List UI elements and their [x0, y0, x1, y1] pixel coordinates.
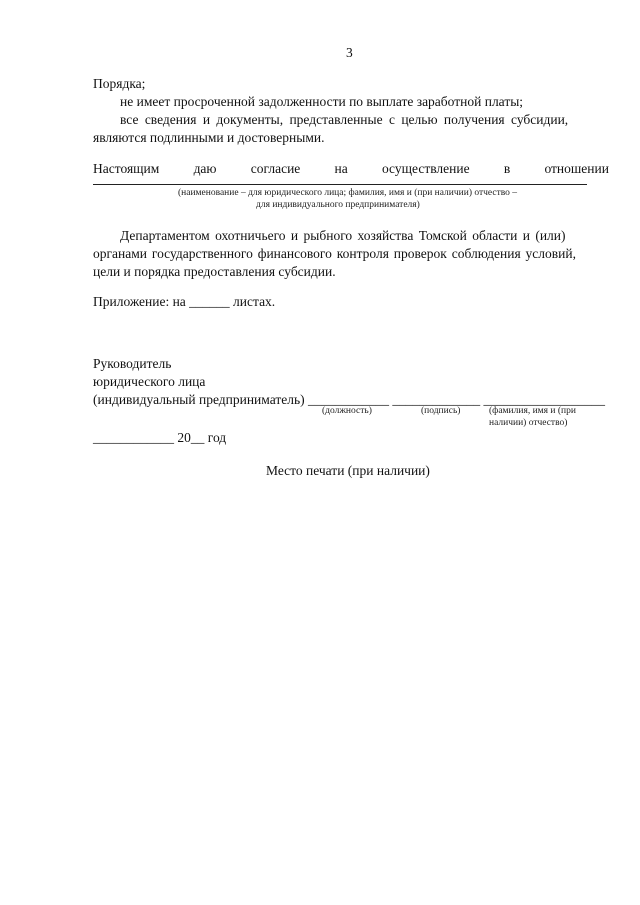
field-hint-signature: (подпись)	[421, 406, 461, 416]
stamp-place: Место печати (при наличии)	[266, 463, 430, 478]
text-line	[93, 245, 609, 263]
consent-line	[93, 160, 609, 178]
date-line: ____________ 20__ год	[93, 430, 227, 445]
signatory-title: юридического лица	[93, 374, 206, 389]
text-line: цели и порядка предоставления субсидии.	[93, 264, 336, 279]
text-line: не имеет просроченной задолженности по выплате заработной платы;	[120, 94, 524, 109]
field-hint: (наименование – для юридического лица; фамилия, имя и (при наличии) отчество –	[178, 188, 518, 198]
field-hint-name: наличии) отчество)	[489, 418, 568, 428]
attachment-line: Приложение: на ______ листах.	[93, 294, 276, 309]
signature-line: (индивидуальный предприниматель) ____________ _____________ __________________	[93, 392, 606, 407]
consent-word: Настоящим	[93, 161, 160, 176]
text-line: все сведения и документы, представленные с целью получения субсидии,	[120, 112, 569, 127]
signatory-title: Руководитель	[93, 356, 172, 371]
field-hint-name: (фамилия, имя и (при	[489, 406, 576, 416]
text-line-content: органами государственного финансового контроля проверок соблюдения условий,	[93, 246, 576, 261]
consent-word: согласие	[250, 161, 301, 176]
page-number: 3	[346, 45, 353, 60]
text-line	[120, 227, 609, 245]
consent-word: даю	[193, 161, 217, 176]
field-hint-position: (должность)	[322, 406, 372, 416]
consent-word: на	[334, 161, 348, 176]
text-line-content: Департаментом охотничьего и рыбного хозяйства Томской области и (или)	[120, 228, 566, 243]
field-hint: для индивидуального предпринимателя)	[256, 200, 420, 210]
consent-word: осуществление	[381, 161, 470, 176]
text-line: Порядка;	[93, 76, 146, 91]
consent-word: в	[503, 161, 511, 176]
text-line-justified	[120, 111, 609, 129]
text-line: являются подлинными и достоверными.	[93, 130, 325, 145]
fill-in-line	[93, 184, 587, 185]
consent-word: отношении	[544, 161, 609, 176]
